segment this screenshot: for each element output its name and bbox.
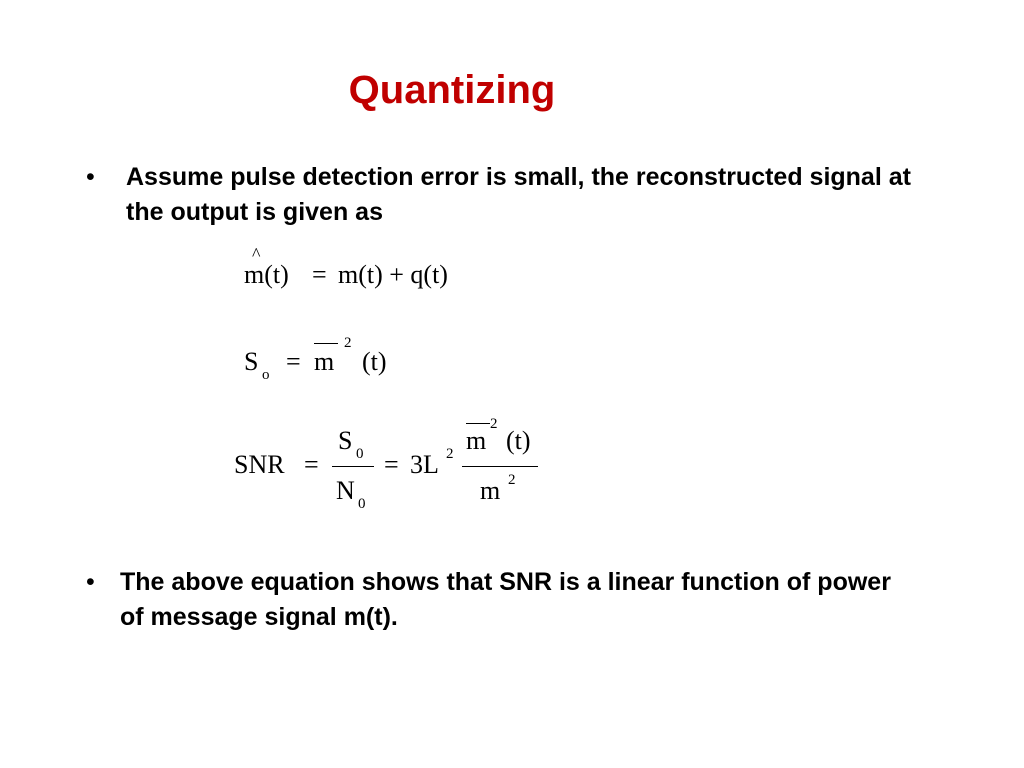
- exponent: 2: [344, 335, 352, 351]
- fraction1-bar: [332, 466, 374, 467]
- fraction2-numerator-symbol: m: [466, 426, 487, 455]
- fraction1-numerator: S: [338, 426, 353, 455]
- equation-output-signal-power: [244, 335, 444, 395]
- fraction2-numerator-argument: (t): [506, 426, 531, 455]
- argument: (t): [362, 347, 387, 376]
- bullet-text: The above equation shows that SNR is a linear function of power of message signal m(t).: [120, 568, 891, 631]
- mean-overbar: [466, 423, 490, 424]
- equals-sign-1: =: [304, 450, 319, 479]
- equation-lhs: m(t): [244, 260, 289, 289]
- signal-power-symbol: S: [244, 347, 259, 376]
- fraction2-denominator-exponent: 2: [508, 472, 516, 488]
- subscript-o: o: [262, 367, 270, 383]
- coefficient: 3L: [410, 450, 439, 479]
- message-symbol: m: [314, 347, 335, 376]
- equals-sign: =: [286, 347, 301, 376]
- fraction1-numerator-subscript: 0: [356, 446, 364, 462]
- fraction1-denominator: N: [336, 476, 355, 505]
- equals-sign-2: =: [384, 450, 399, 479]
- bullet-item-2: [86, 565, 916, 635]
- equation-rhs: m(t) + q(t): [338, 260, 448, 289]
- fraction1-denominator-subscript: 0: [358, 496, 366, 512]
- snr-label: SNR: [234, 450, 285, 479]
- mean-overbar: [314, 343, 338, 344]
- equation-reconstructed-signal: [244, 244, 494, 304]
- hat-symbol: ^: [252, 244, 261, 264]
- bullet-item-1: [86, 160, 916, 230]
- fraction2-denominator-symbol: m: [480, 476, 501, 505]
- bullet-marker: •: [86, 568, 95, 596]
- bullet-text: Assume pulse detection error is small, the reconstructed signal at the output is given as: [126, 163, 911, 226]
- fraction2-numerator-exponent: 2: [490, 416, 498, 432]
- slide-title: Quantizing: [348, 68, 556, 112]
- fraction2-bar: [462, 466, 538, 467]
- coefficient-exponent: 2: [446, 446, 454, 462]
- equation-snr: [234, 416, 554, 516]
- equals-sign: =: [312, 260, 327, 289]
- bullet-marker: •: [86, 163, 95, 191]
